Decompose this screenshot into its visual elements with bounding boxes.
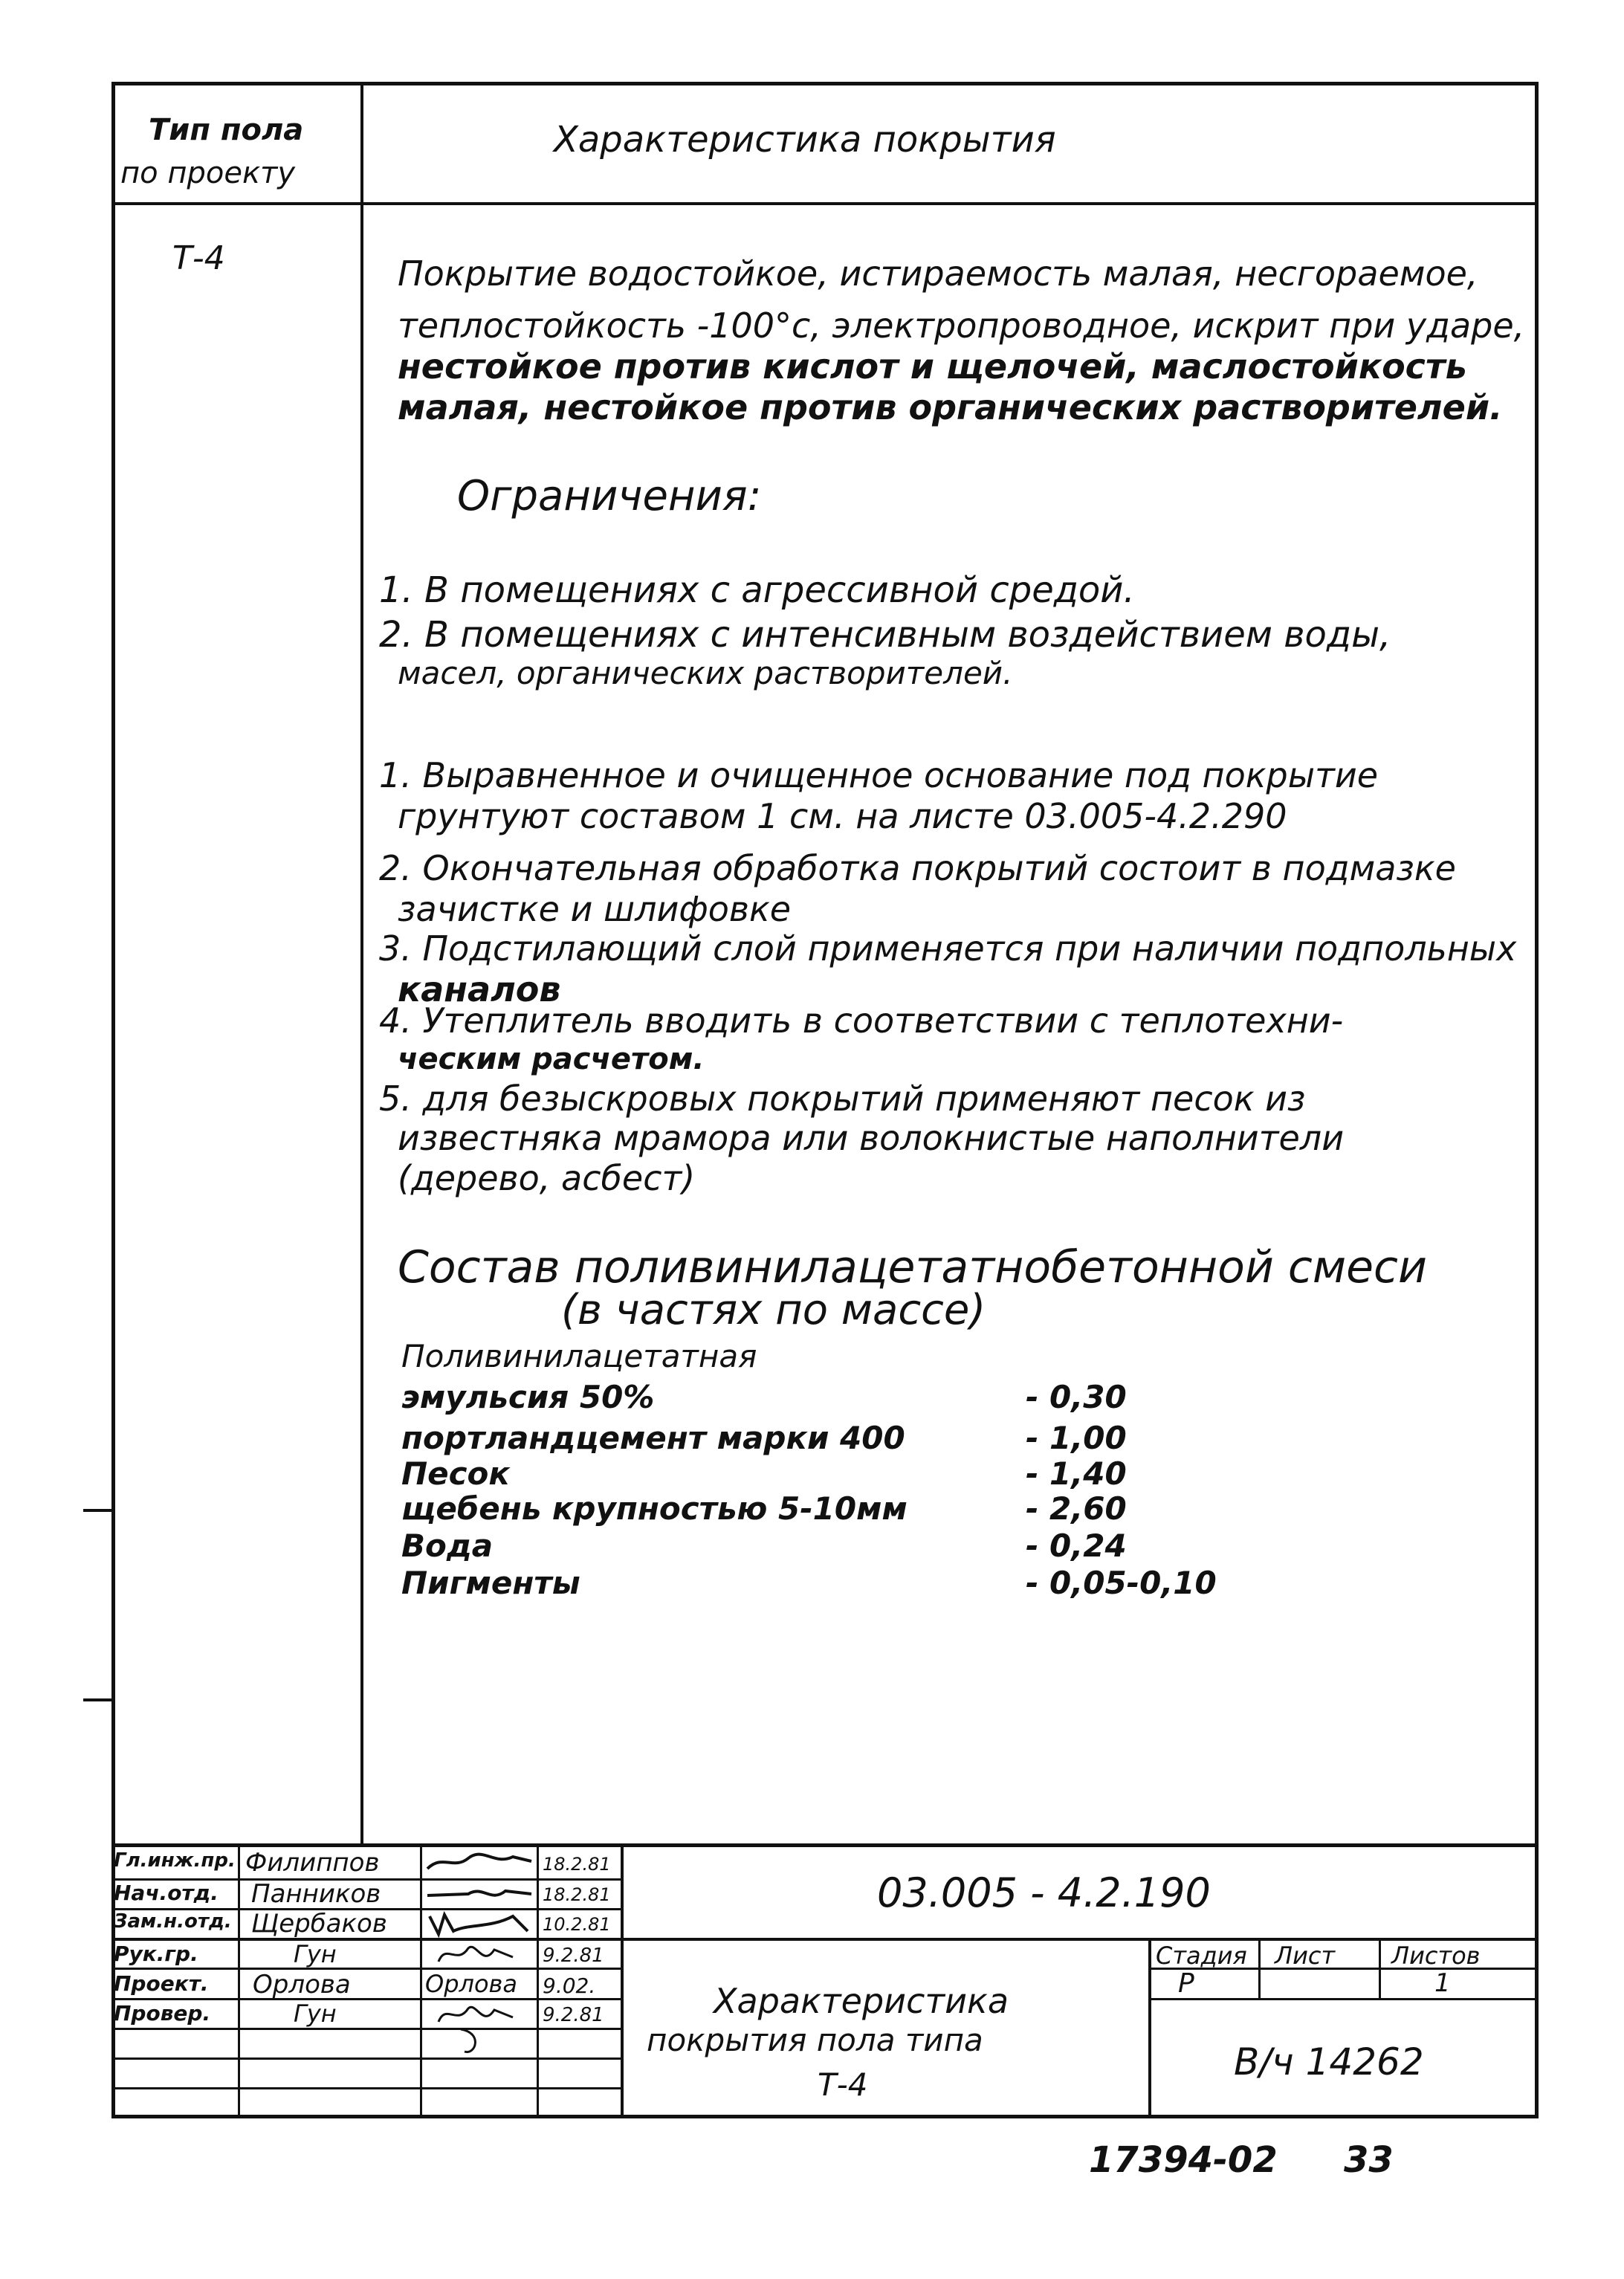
tb-hline <box>111 2028 623 2030</box>
drawing-code: 03.005 - 4.2.190 <box>877 1869 1211 1916</box>
tb-vline <box>1258 1938 1261 1998</box>
restriction-item: масел, органических растворителей. <box>398 655 1013 691</box>
note-line: грунтуют составом 1 см. на листе 03.005-4.2.290 <box>398 796 1287 836</box>
column-divider <box>360 82 363 1843</box>
note-line: (дерево, асбест) <box>398 1158 696 1198</box>
tb-name: Гун <box>294 1940 337 1968</box>
tb-hline <box>111 1998 623 2000</box>
composition-item-name: портландцемент марки 400 <box>401 1420 905 1456</box>
description-line: нестойкое против кислот и щелочей, маслостойкость <box>398 346 1467 387</box>
margin-tick <box>83 1698 113 1701</box>
note-line: ческим расчетом. <box>398 1042 705 1076</box>
tb-vline <box>1379 1938 1381 1998</box>
tb-role: Зам.н.отд. <box>114 1910 232 1933</box>
tb-hline <box>111 1968 623 1970</box>
composition-item-value: - 1,40 <box>1026 1455 1127 1492</box>
tb-signature: Орлова <box>425 1970 517 1998</box>
composition-item-value: - 0,30 <box>1026 1379 1127 1415</box>
note-line: 5. для безыскровых покрытий применяют песок из <box>379 1079 1306 1119</box>
tb-name: Щербаков <box>251 1909 387 1939</box>
signature-shcherbakov <box>424 1909 535 1939</box>
title-block-top <box>111 1843 1539 1847</box>
composition-item-value: - 1,00 <box>1026 1420 1127 1456</box>
signature-gun <box>431 1939 528 1969</box>
signature-pannikov <box>424 1879 535 1909</box>
description-line: малая, нестойкое против органических растворителей. <box>398 387 1503 427</box>
composition-item-name: Песок <box>401 1455 510 1492</box>
description-line: Покрытие водостойкое, истираемость малая, несгораемое, <box>398 253 1478 294</box>
restriction-item: 2. В помещениях с интенсивным воздействием воды, <box>379 614 1391 656</box>
sheets-value: 1 <box>1434 1968 1451 1998</box>
tb-hline <box>621 1938 1539 1941</box>
sheet-label: Лист <box>1275 1942 1336 1970</box>
drawing-title-line3: Т-4 <box>818 2066 868 2103</box>
footer-number: 17394-02 <box>1089 2139 1278 2181</box>
tb-role: Проект. <box>114 1971 209 1996</box>
tb-date: 9.2.81 <box>543 2004 604 2026</box>
tb-hline <box>111 2057 623 2060</box>
tb-name: Орлова <box>253 1970 351 2000</box>
drawing-title-line2: покрытия пола типа <box>647 2022 983 2058</box>
composition-item-value: - 2,60 <box>1026 1490 1127 1527</box>
note-line: каналов <box>398 969 561 1009</box>
tb-date: 9.2.81 <box>543 1945 604 1967</box>
composition-item-name: эмульсия 50% <box>401 1379 655 1415</box>
stage-value: Р <box>1178 1968 1194 1999</box>
note-line: известняка мрамора или волокнистые наполнители <box>398 1118 1345 1158</box>
note-line: зачистке и шлифовке <box>398 889 792 929</box>
header-col1-line2: по проекту <box>120 156 296 190</box>
composition-item-value: - 0,24 <box>1026 1528 1127 1564</box>
composition-item-name: Пигменты <box>401 1565 580 1601</box>
note-line: 4. Утеплитель вводить в соответствии с теплотехни- <box>379 1001 1344 1041</box>
header-divider <box>111 202 1539 205</box>
header-col1-line1: Тип пола <box>149 113 304 147</box>
restriction-item: 1. В помещениях с агрессивной средой. <box>379 569 1135 611</box>
description-line: теплостойкость -100°с, электропроводное, искрит при ударе, <box>398 306 1525 346</box>
tb-name: Филиппов <box>245 1848 380 1878</box>
note-line: 2. Окончательная обработка покрытий состоит в подмазке <box>379 848 1456 888</box>
tb-role: Рук.гр. <box>114 1942 198 1966</box>
tb-hline <box>1148 1998 1539 2000</box>
restrictions-title: Ограничения: <box>457 472 762 520</box>
tb-name: Гун <box>294 2000 337 2028</box>
composition-item-name: щебень крупностью 5-10мм <box>401 1490 908 1527</box>
sheets-label: Листов <box>1391 1942 1481 1970</box>
composition-item-name: Поливинилацетатная <box>401 1338 757 1374</box>
tb-vline <box>1148 1938 1151 2118</box>
tb-role: Провер. <box>114 2001 211 2026</box>
composition-item-value: - 0,05-0,10 <box>1026 1565 1217 1601</box>
note-line: 1. Выравненное и очищенное основание под покрытие <box>379 755 1379 795</box>
tb-name: Панников <box>251 1879 381 1909</box>
tb-date: 10.2.81 <box>543 1914 611 1935</box>
organization: В/ч 14262 <box>1234 2040 1424 2084</box>
tb-vline <box>621 1843 624 2118</box>
composition-subtitle: (в частях по массе) <box>561 1286 986 1334</box>
composition-item-name: Вода <box>401 1528 494 1564</box>
tb-role: Нач.отд. <box>114 1881 219 1905</box>
margin-tick <box>83 1509 113 1512</box>
tb-vline <box>420 1843 422 2118</box>
header-col2: Характеристика покрытия <box>554 119 1056 161</box>
tb-hline <box>111 2087 623 2089</box>
tb-date: 18.2.81 <box>543 1884 611 1905</box>
floor-type: Т-4 <box>172 239 225 277</box>
composition-title: Состав поливинилацетатнобетонной смеси <box>398 1241 1428 1293</box>
tb-role: Гл.инж.пр. <box>114 1849 236 1872</box>
footer-page: 33 <box>1344 2139 1394 2181</box>
note-line: 3. Подстилающий слой применяется при наличии подпольных <box>379 928 1517 969</box>
tb-vline <box>537 1843 539 2118</box>
tb-date: 9.02. <box>543 1973 596 1998</box>
signature-filippov <box>424 1848 535 1878</box>
tb-vline <box>238 1843 240 2118</box>
tb-date: 18.2.81 <box>543 1854 611 1875</box>
drawing-title-line1: Характеристика <box>714 1981 1009 2021</box>
signature-gun-2 <box>431 2000 528 2059</box>
stage-label: Стадия <box>1156 1942 1247 1970</box>
